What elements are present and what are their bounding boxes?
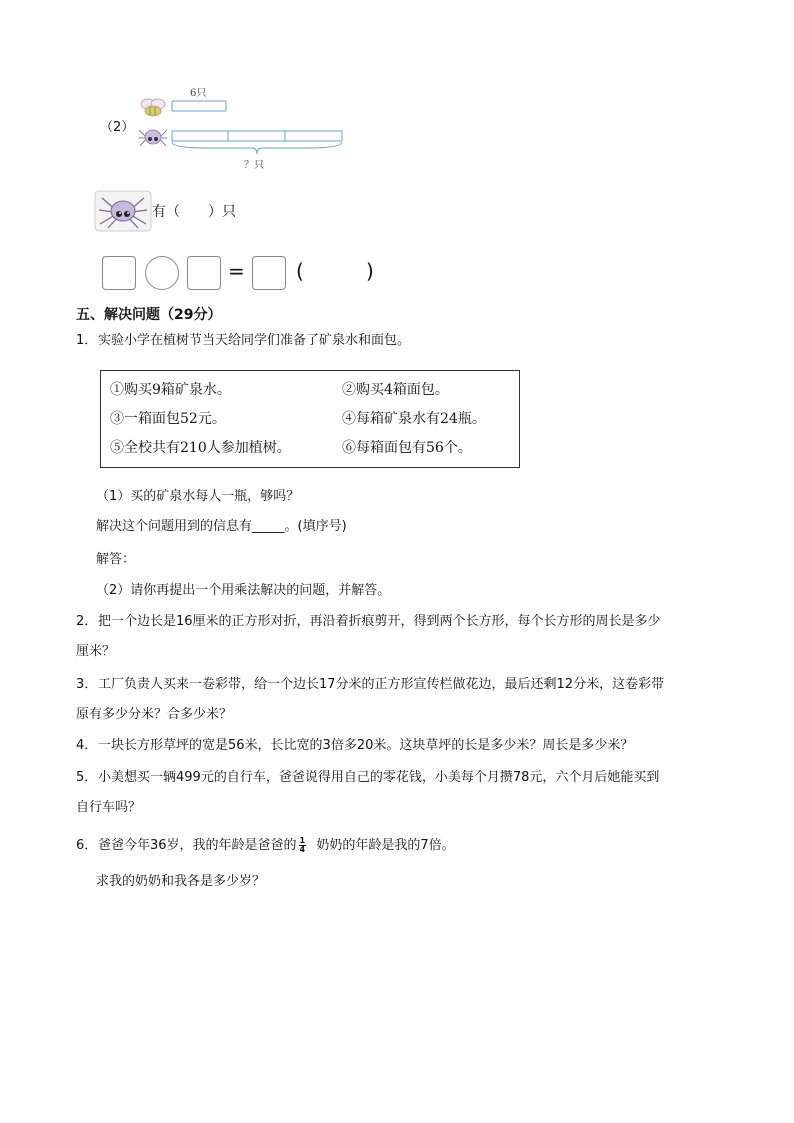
q5-line2: 自行车吗？	[76, 800, 142, 815]
top-count-label: 6只	[190, 88, 207, 99]
q6-fraction-numerator: 1	[299, 836, 306, 845]
bottom-bar	[168, 128, 348, 158]
q1-sub1: （1）买的矿泉水每人一瓶，够吗？	[96, 489, 300, 504]
q6-text-before: 爸爸今年36岁，我的年龄是爸爸的	[98, 838, 297, 853]
info-item-1: ①购买9箱矿泉水。	[110, 382, 231, 398]
operator-circle[interactable]	[145, 256, 179, 290]
equals-sign: =	[228, 259, 245, 283]
unit-paren-open: (	[296, 259, 304, 283]
spider-large-icon	[94, 190, 152, 232]
info-item-5: ⑤全校共有210人参加植树。	[110, 440, 291, 456]
q2-line2: 厘米？	[76, 644, 116, 659]
unit-paren-close: )	[366, 259, 374, 283]
q4-line1: 一块长方形草坪的宽是56米，长比宽的3倍多20米。这块草坪的长是多少米？周长是多少米？	[98, 738, 634, 753]
part2-label: （2）	[100, 120, 135, 135]
q6-fraction-denominator: 4	[299, 845, 306, 854]
q3-line2: 原有多少分米？合多少米？	[76, 707, 233, 722]
q6-fraction	[299, 837, 307, 854]
section-title: 五、解决问题（29分）	[76, 307, 222, 323]
info-item-4: ④每箱矿泉水有24瓶。	[342, 411, 486, 427]
spider-icon	[138, 124, 168, 150]
info-item-6: ⑥每箱面包有56个。	[342, 440, 472, 456]
q3-number: 3．	[76, 677, 98, 692]
q4-number: 4．	[76, 738, 98, 753]
answer-box-result[interactable]	[252, 256, 286, 290]
q2-number: 2．	[76, 614, 98, 629]
unknown-count-label: ？只	[244, 160, 264, 171]
q6-line1	[98, 836, 455, 856]
q1-text: 实验小学在植树节当天给同学们准备了矿泉水和面包。	[98, 333, 411, 348]
answer-box-2[interactable]	[187, 256, 221, 290]
q5-line1: 小美想买一辆499元的自行车，爸爸说得用自己的零花钱，小美每个月攒78元，六个月后她能买到	[98, 770, 660, 785]
q1-sub2: （2）请你再提出一个用乘法解决的问题，并解答。	[96, 583, 391, 598]
answer-box-1[interactable]	[102, 256, 136, 290]
q1-info-used: 解决这个问题用到的信息有_____。(填序号)	[96, 519, 347, 534]
q2-line1: 把一个边长是16厘米的正方形对折，再沿着折痕剪开，得到两个长方形，每个长方形的周长是多少	[98, 614, 661, 629]
q1-answer-label: 解答：	[96, 552, 136, 567]
q6-text-after: 奶奶的年龄是我的7倍。	[308, 838, 455, 853]
info-item-3: ③一箱面包52元。	[110, 411, 226, 427]
q3-line1: 工厂负责人买来一卷彩带，给一个边长17分米的正方形宣传栏做花边，最后还剩12分米，这卷彩带	[98, 677, 665, 692]
info-item-2: ②购买4箱面包。	[342, 382, 449, 398]
q6-line2: 求我的奶奶和我各是多少岁？	[96, 874, 266, 889]
q1-number: 1．	[76, 333, 98, 348]
bee-icon	[138, 96, 168, 120]
q6-number: 6．	[76, 838, 98, 853]
q5-number: 5．	[76, 770, 98, 785]
answer-line: 有（ ）只	[152, 204, 236, 220]
